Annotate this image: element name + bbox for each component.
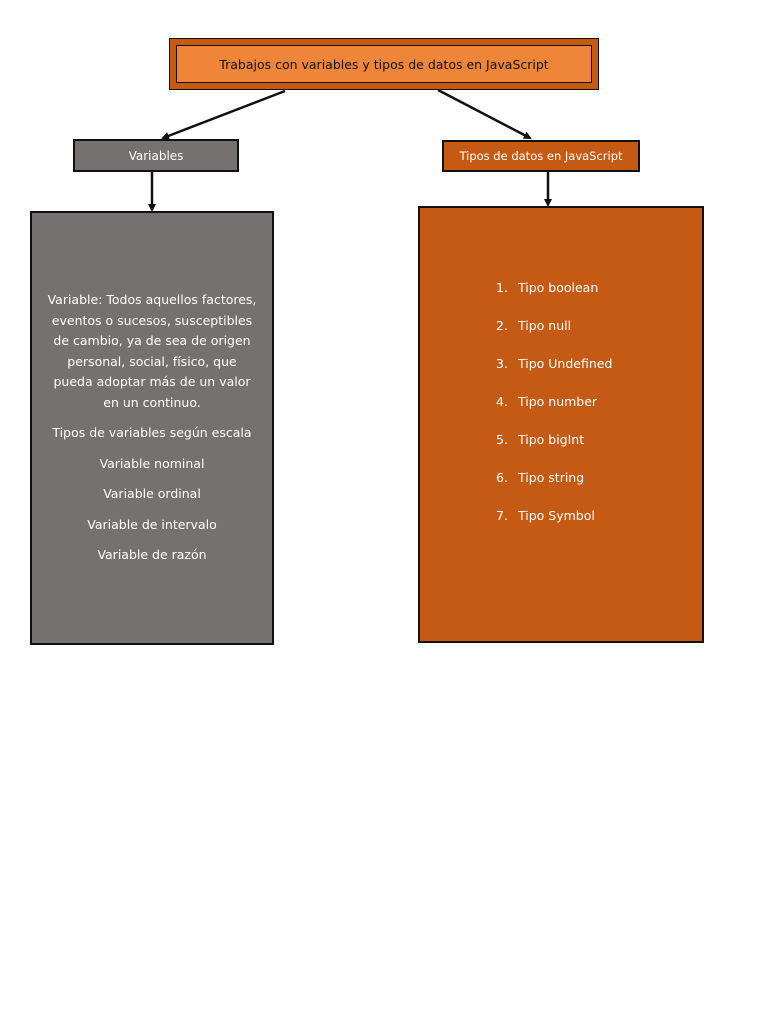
variables-node: Variables: [73, 139, 239, 172]
data-type-number: 5.: [496, 432, 508, 447]
data-type-item: [496, 432, 612, 470]
data-type-text: Tipo Symbol: [518, 508, 595, 523]
scale-heading: Tipos de variables según escala: [52, 425, 252, 441]
variable-type-item: Variable ordinal: [103, 486, 201, 502]
data-type-text: Tipo bigInt: [518, 432, 585, 447]
data-types-node: Tipos de datos en JavaScript: [442, 140, 640, 172]
data-type-text: Tipo boolean: [518, 280, 599, 295]
data-type-number: 7.: [496, 508, 508, 523]
title-text: Trabajos con variables y tipos de datos en JavaScript: [176, 45, 592, 83]
variable-definition: Variable: Todos aquellos factores, eventos o sucesos, susceptibles de cambio, ya de sea de origen personal, social, físico, que pueda adoptar más de un valor en un continuo.: [47, 292, 257, 410]
data-type-item: [496, 508, 612, 546]
data-type-item: [496, 318, 612, 356]
data-type-number: 4.: [496, 394, 508, 409]
data-type-number: 1.: [496, 280, 508, 295]
data-type-item: [496, 280, 612, 318]
data-type-text: Tipo number: [518, 394, 598, 409]
data-type-item: [496, 356, 612, 394]
data-type-text: Tipo Undefined: [518, 356, 613, 371]
data-type-number: 3.: [496, 356, 508, 371]
arrow-title-to-data-types: [438, 90, 530, 138]
data-type-item: [496, 470, 612, 508]
data-type-number: 2.: [496, 318, 508, 333]
variables-detail-box: [30, 211, 274, 645]
arrow-title-to-variables: [163, 91, 285, 138]
data-types-detail-box: [418, 206, 704, 643]
data-type-text: Tipo null: [518, 318, 572, 333]
title-node: [169, 38, 599, 90]
data-types-list: [496, 280, 612, 546]
data-type-text: Tipo string: [518, 470, 585, 485]
variable-type-item: Variable de intervalo: [87, 516, 217, 532]
data-type-number: 6.: [496, 470, 508, 485]
variable-type-item: Variable de razón: [97, 547, 207, 563]
data-type-item: [496, 394, 612, 432]
variable-type-item: Variable nominal: [99, 455, 205, 471]
